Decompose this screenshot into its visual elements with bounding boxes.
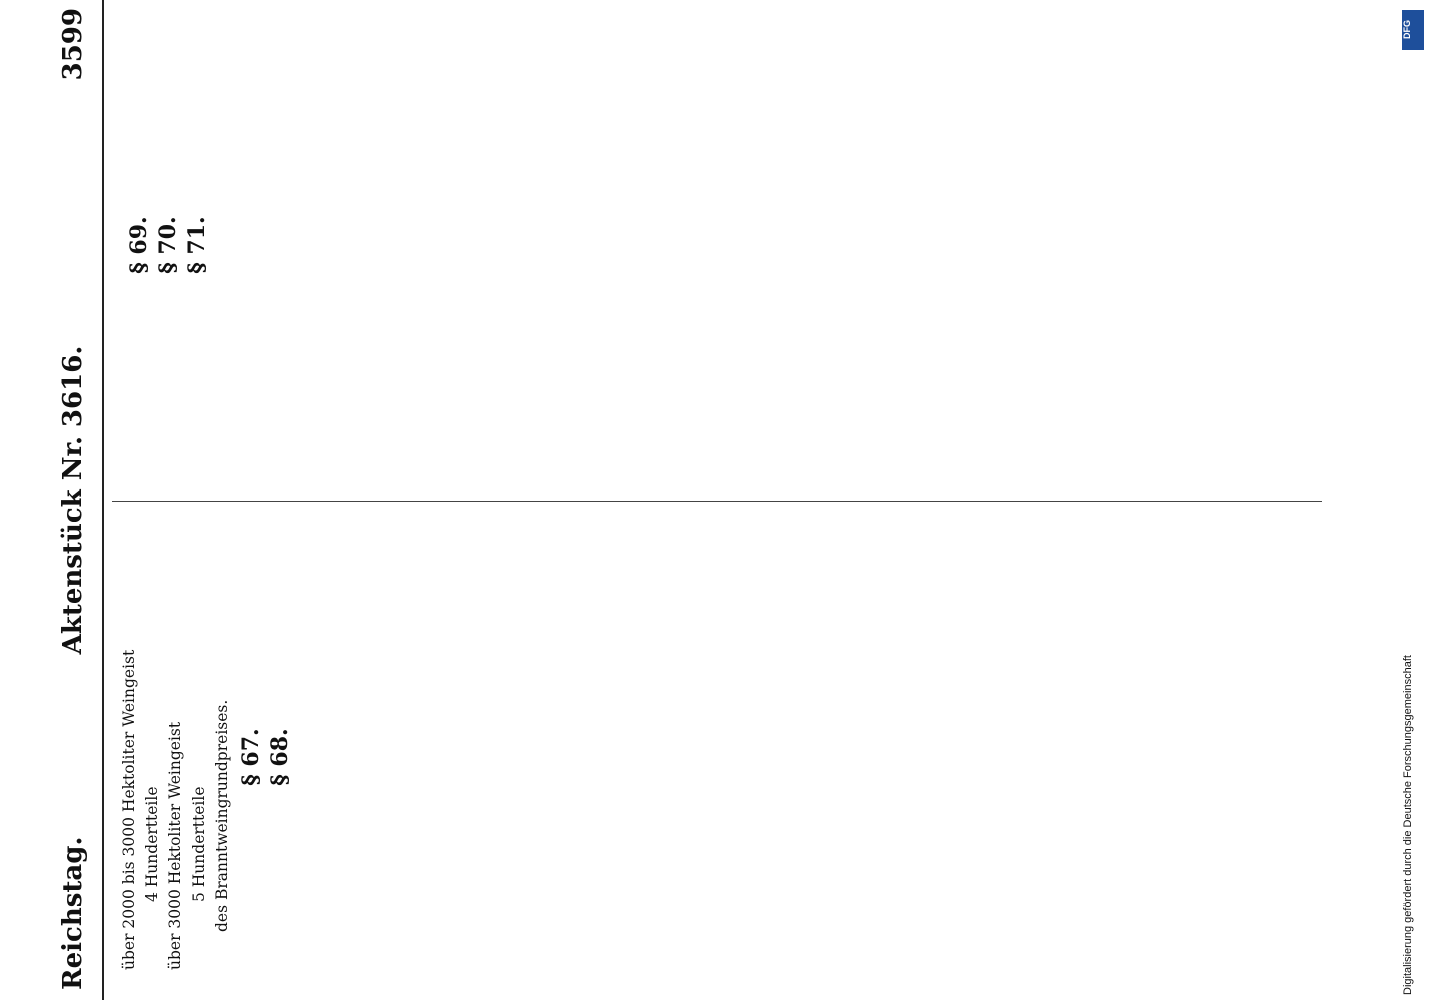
list-line: des Branntweingrundpreises.: [212, 699, 231, 932]
list-line: 4 Hundertteile: [143, 786, 162, 902]
left-column: [120, 522, 298, 992]
header-rule: [102, 0, 104, 1000]
list-line: über 3000 Hektoliter Weingeist: [166, 721, 185, 970]
section-heading: § 71.: [184, 216, 211, 274]
dfg-logo: DFG: [1402, 10, 1424, 50]
section-heading: § 69.: [126, 216, 152, 274]
list-line: 5 Hundertteile: [189, 786, 208, 902]
section-heading: § 70.: [155, 216, 182, 274]
page-header: [58, 0, 100, 1000]
column-divider: [112, 501, 1322, 502]
document-page: [40, 0, 1340, 1000]
list-line: über 2000 bis 3000 Hektoliter Weingeist: [120, 649, 138, 970]
section-heading: § 68.: [267, 728, 294, 786]
page-number: 3599: [58, 8, 88, 81]
credit-text: Digitalisierung gefördert durch die Deutsche Forschungsgemeinschaft: [1402, 655, 1414, 995]
section-heading: § 67.: [238, 728, 265, 786]
header-aktenstueck: Aktenstück Nr. 3616.: [58, 345, 88, 655]
header-reichstag: Reichstag.: [58, 836, 88, 990]
right-column: [120, 10, 216, 480]
digitization-credit: [1400, 5, 1428, 995]
